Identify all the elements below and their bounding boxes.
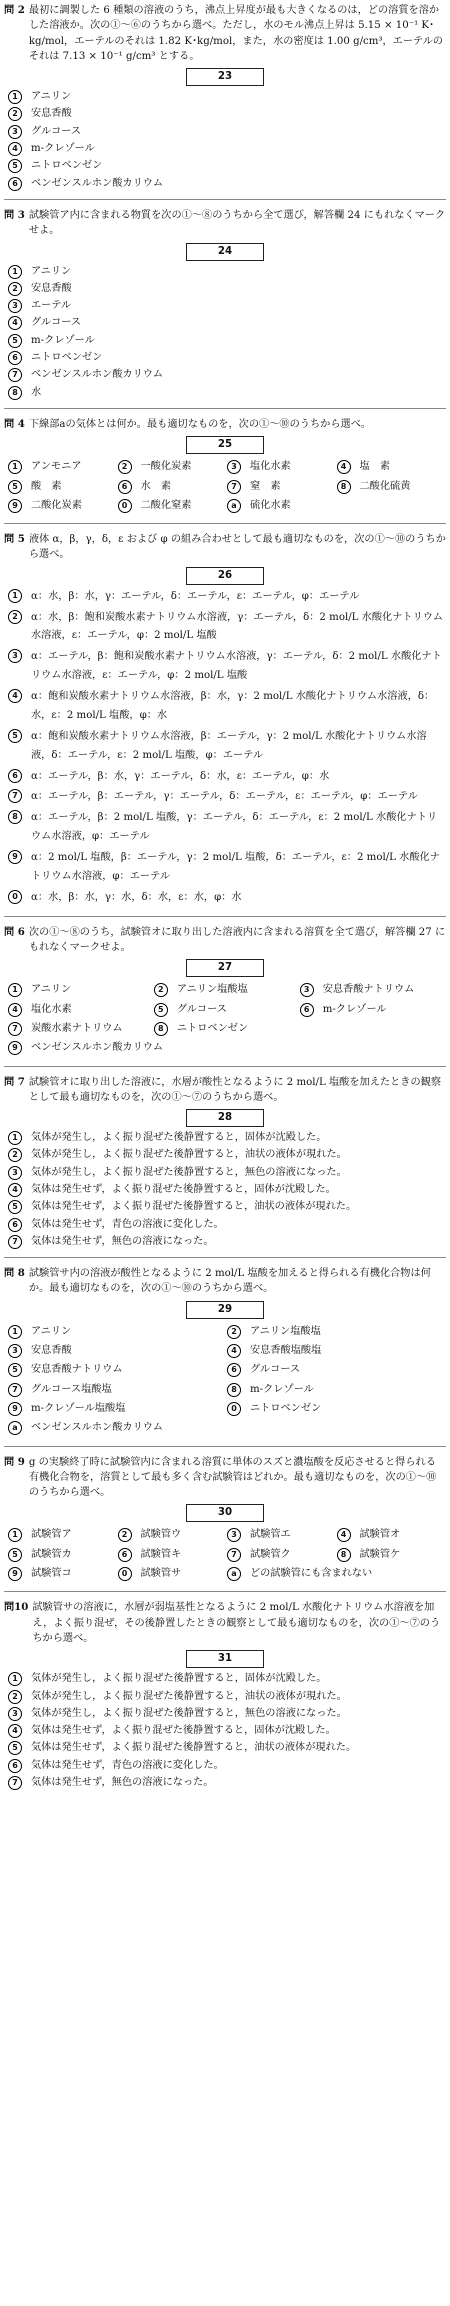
option-text: 試験管エ	[250, 1529, 291, 1541]
option-4[interactable]	[8, 1182, 446, 1197]
option-text: α：エーテル，β：エーテル，γ：エーテル，δ：エーテル，ε：エーテル，φ：エーテル	[31, 791, 418, 803]
option-10[interactable]	[8, 889, 446, 908]
option-text: 一酸化炭素	[140, 461, 192, 473]
number-circle-icon: 5	[8, 159, 22, 173]
option-list	[4, 588, 446, 908]
question-6	[4, 925, 446, 1058]
option-8[interactable]	[154, 1021, 300, 1036]
number-circle-icon: 6	[8, 351, 22, 365]
option-text: ベンゼンスルホン酸カリウム	[31, 369, 164, 381]
option-8[interactable]	[227, 1382, 446, 1397]
option-2[interactable]	[8, 281, 446, 296]
number-circle-icon: 3	[8, 1166, 22, 1180]
number-circle-icon: 4	[337, 1528, 351, 1542]
question-10	[4, 1600, 446, 1790]
option-text: 安息香酸	[31, 108, 72, 120]
option-text: アニリン	[31, 265, 72, 277]
number-circle-icon: 3	[227, 1528, 241, 1542]
option-text: グルコース	[31, 317, 82, 329]
number-circle-icon: 6	[8, 1759, 22, 1773]
question-number: 問 3	[4, 208, 25, 221]
option-list	[8, 1322, 446, 1438]
option-text: 水	[31, 386, 42, 398]
option-text: ニトロベンゼン	[250, 1402, 322, 1414]
option-text: 気体は発生せず，無色の溶液になった。	[31, 1777, 214, 1788]
option-text: アニリン	[31, 1325, 72, 1337]
option-1[interactable]	[8, 264, 446, 279]
number-circle-icon: 7	[8, 1022, 22, 1036]
number-circle-icon: 1	[8, 1672, 22, 1686]
number-circle-icon: 4	[227, 1344, 241, 1358]
number-circle-icon: 2	[8, 107, 22, 121]
option-text: 炭酸水素ナトリウム	[31, 1022, 123, 1034]
number-circle-icon: a	[227, 499, 241, 513]
option-text: m-クレゾール	[31, 334, 95, 346]
option-text: α：2 mol/L 塩酸，β：エーテル，γ：2 mol/L 塩酸，δ：エーテル，ε：2 mol/L 水酸化ナトリウム水溶液，φ：エーテル	[31, 852, 440, 882]
option-4[interactable]	[8, 688, 446, 726]
option-5[interactable]	[8, 1199, 446, 1214]
option-3[interactable]	[8, 124, 446, 139]
number-circle-icon: 2	[8, 282, 22, 296]
number-circle-icon: 2	[118, 1528, 132, 1542]
option-7[interactable]	[8, 1234, 446, 1249]
divider	[4, 523, 446, 524]
option-list	[4, 1130, 446, 1249]
divider	[4, 916, 446, 917]
option-2[interactable]	[8, 609, 446, 647]
number-circle-icon: 2	[227, 1325, 241, 1339]
number-circle-icon: 7	[8, 1776, 22, 1790]
option-text: α：エーテル，β：飽和炭酸水素ナトリウム水溶液，γ：エーテル，δ：2 mol/L 水酸化ナトリウム水溶液，ε：エーテル，φ：2 mol/L 塩酸	[31, 651, 442, 682]
option-2[interactable]	[8, 1147, 446, 1162]
option-7[interactable]	[227, 479, 337, 494]
option-text: グルコース	[176, 1003, 227, 1015]
option-text: 水 素	[140, 480, 172, 492]
option-3[interactable]	[300, 982, 446, 997]
number-circle-icon: 4	[337, 460, 351, 474]
option-3[interactable]	[8, 1343, 227, 1358]
number-circle-icon: 3	[300, 983, 314, 997]
option-text: 二酸化炭素	[31, 499, 82, 511]
option-4[interactable]	[227, 1343, 446, 1358]
option-list	[4, 89, 446, 191]
option-text: グルコース塩酸塩	[31, 1383, 112, 1395]
option-text: α：エーテル，β：2 mol/L 塩酸，γ：エーテル，δ：エーテル，ε：2 mol/L 水酸化ナトリウム水溶液，φ：エーテル	[31, 812, 438, 843]
option-text: 塩化水素	[250, 461, 291, 473]
option-3[interactable]	[8, 648, 446, 686]
option-text: 二酸化窒素	[140, 499, 192, 511]
number-circle-icon: 6	[8, 1218, 22, 1232]
number-circle-icon: 7	[8, 1235, 22, 1249]
option-7[interactable]	[8, 788, 446, 807]
option-list	[8, 457, 446, 515]
option-text: m-クレゾール	[31, 143, 95, 155]
option-9[interactable]	[8, 1401, 227, 1416]
option-text: α：水，β：水，γ：エーテル，δ：エーテル，ε：エーテル，φ：エーテル	[31, 590, 360, 602]
option-4[interactable]	[8, 315, 446, 330]
option-text: 気体は発生せず，よく振り混ぜた後静置すると，油状の液体が現れた。	[31, 1742, 357, 1754]
option-text: 安息香酸ナトリウム	[31, 1364, 123, 1376]
option-1[interactable]	[8, 1671, 446, 1686]
option-1[interactable]	[8, 1527, 118, 1542]
option-text: 気体は発生せず，よく振り混ぜた後静置すると，固体が沈殿した。	[31, 1725, 336, 1737]
option-text: 気体が発生し，よく振り混ぜた後静置すると，固体が沈殿した。	[31, 1132, 327, 1144]
number-circle-icon: 0	[118, 499, 132, 513]
question-text: 最初に調製した 6 種類の溶液のうち，沸点上昇度が最も大きくなるのは，どの溶質を溶かした溶液か。次の①～⑥のうちから選べ。ただし，水のモル沸点上昇は 5.15 × 10⁻¹ K･kg/mol，エーテルのそれは 1.82 K･kg/mol，また，水の密度は 1.00 g/cm³，エーテルのそれは 7.13 × 10⁻¹ g/cm³ とする。	[28, 5, 444, 62]
option-text: アニリン塩酸塩	[250, 1325, 321, 1337]
option-text: アニリン塩酸塩	[176, 984, 248, 996]
option-text: α：エーテル，β：水，γ：エーテル，δ：水，ε：エーテル，φ：水	[31, 770, 330, 782]
option-text: 安息香酸	[31, 1345, 72, 1357]
divider	[4, 1257, 446, 1258]
option-6[interactable]	[227, 1362, 446, 1377]
option-8[interactable]	[337, 1547, 447, 1562]
number-circle-icon: 8	[337, 1548, 351, 1562]
option-text: m-クレゾール	[250, 1383, 314, 1395]
option-text: m-クレゾール	[322, 1003, 387, 1015]
question-number: 問 7	[4, 1075, 25, 1088]
number-circle-icon: 3	[8, 649, 22, 663]
question-3	[4, 208, 446, 400]
number-circle-icon: 0	[227, 1402, 241, 1416]
question-2	[4, 3, 446, 191]
option-text: グルコース	[31, 125, 82, 137]
answer-box: 25	[186, 436, 264, 454]
option-1[interactable]	[8, 1130, 446, 1145]
option-2[interactable]	[118, 459, 228, 474]
question-text: 試験管オに取り出した溶液に，水層が酸性となるように 2 mol/L 塩酸を加えたときの観察として最も適切なものを，次の①～⑦のうちから選べ。	[28, 1076, 442, 1103]
option-6[interactable]	[8, 1758, 446, 1773]
number-circle-icon: 4	[8, 1724, 22, 1738]
answer-box: 24	[186, 243, 264, 261]
option-text: ベンゼンスルホン酸カリウム	[31, 1422, 164, 1434]
question-number: 問 6	[4, 925, 25, 938]
option-4[interactable]	[8, 141, 446, 156]
number-circle-icon: 7	[227, 480, 241, 494]
option-11[interactable]	[227, 1566, 446, 1581]
number-circle-icon: 4	[8, 1003, 22, 1017]
divider	[4, 1591, 446, 1592]
number-circle-icon: 1	[8, 1131, 22, 1145]
question-8	[4, 1266, 446, 1437]
number-circle-icon: 1	[8, 1325, 22, 1339]
option-text: アニリン	[31, 984, 72, 996]
number-circle-icon: 9	[8, 850, 22, 864]
option-5[interactable]	[8, 728, 446, 766]
number-circle-icon: 2	[118, 460, 132, 474]
number-circle-icon: 9	[8, 1567, 22, 1581]
option-1[interactable]	[8, 459, 118, 474]
question-9	[4, 1455, 446, 1584]
question-text: g の実験終了時に試験管内に含まれる溶質に単体のスズと濃塩酸を反応させると得られる有機化合物を，溶質として最も多く含む試験管はどれか。最も適切なものを，次の①～⑩のうちから選べ。	[28, 1456, 437, 1499]
question-7	[4, 1075, 446, 1250]
option-text: 酸 素	[31, 480, 62, 492]
option-2[interactable]	[8, 106, 446, 121]
number-circle-icon: 6	[8, 769, 22, 783]
option-1[interactable]	[8, 1324, 227, 1339]
question-number: 問 2	[4, 4, 25, 16]
number-circle-icon: 6	[300, 1003, 314, 1017]
option-text: 安息香酸塩酸塩	[250, 1345, 322, 1357]
number-circle-icon: 2	[8, 610, 22, 624]
option-text: 気体は発生せず，よく振り混ぜた後静置すると，油状の液体が現れた。	[31, 1201, 357, 1213]
option-text: ベンゼンスルホン酸カリウム	[31, 1042, 164, 1054]
option-text: 気体が発生し，よく振り混ぜた後静置すると，固体が沈殿した。	[31, 1673, 327, 1685]
option-text: 気体が発生し，よく振り混ぜた後静置すると，油状の液体が現れた。	[31, 1690, 347, 1702]
question-text: 液体 α，β，γ，δ，ε および φ の組み合わせとして最も適切なものを，次の①～⑩のうちから選べ。	[28, 534, 446, 561]
number-circle-icon: 4	[8, 1183, 22, 1197]
option-9[interactable]	[8, 498, 118, 513]
answer-box: 29	[186, 1301, 264, 1319]
option-5[interactable]	[154, 1002, 300, 1017]
answer-box: 30	[186, 1504, 264, 1522]
number-circle-icon: 9	[8, 1402, 22, 1416]
option-11[interactable]	[227, 498, 337, 513]
option-5[interactable]	[8, 479, 118, 494]
option-6[interactable]	[118, 1547, 228, 1562]
question-number: 問 9	[4, 1455, 25, 1468]
answer-box: 31	[186, 1650, 264, 1668]
option-5[interactable]	[8, 1362, 227, 1377]
number-circle-icon: 4	[8, 142, 22, 156]
number-circle-icon: 4	[8, 689, 22, 703]
number-circle-icon: 1	[8, 265, 22, 279]
number-circle-icon: 8	[8, 810, 22, 824]
question-number: 問 4	[4, 417, 25, 430]
number-circle-icon: 0	[8, 890, 22, 904]
number-circle-icon: 2	[154, 983, 168, 997]
option-6[interactable]	[8, 350, 446, 365]
option-10[interactable]	[118, 498, 228, 513]
option-9[interactable]	[8, 1040, 446, 1055]
option-6[interactable]	[300, 1002, 446, 1017]
option-text: 硫化水素	[250, 499, 291, 511]
option-1[interactable]	[8, 982, 154, 997]
divider	[4, 199, 446, 200]
option-text: ニトロベンゼン	[31, 160, 103, 172]
option-text: α：水，β：飽和炭酸水素ナトリウム水溶液，γ：エーテル，δ：2 mol/L 水酸化ナトリウム水溶液，ε：エーテル，φ：2 mol/L 塩酸	[31, 611, 444, 642]
number-circle-icon: 4	[8, 316, 22, 330]
option-8[interactable]	[8, 385, 446, 400]
question-text: 試験管サ内の溶液が酸性となるように 2 mol/L 塩酸を加えると得られる有機化合物は何か。最も適切なものを，次の①～⑩のうちから選べ。	[28, 1268, 431, 1295]
option-11[interactable]	[8, 1420, 446, 1435]
option-text: ベンゼンスルホン酸カリウム	[31, 177, 164, 189]
option-text: 二酸化硫黄	[359, 480, 411, 492]
number-circle-icon: 5	[8, 729, 22, 743]
option-text: α：水，β：水，γ：水，δ：水，ε：水，φ：水	[31, 891, 242, 903]
option-10[interactable]	[227, 1401, 446, 1416]
question-number: 問10	[4, 1601, 29, 1614]
number-circle-icon: 8	[154, 1022, 168, 1036]
divider	[4, 408, 446, 409]
number-circle-icon: 0	[118, 1567, 132, 1581]
option-7[interactable]	[8, 367, 446, 382]
option-text: 窒 素	[250, 480, 281, 492]
number-circle-icon: 7	[227, 1548, 241, 1562]
option-4[interactable]	[8, 1723, 446, 1738]
number-circle-icon: 6	[118, 1548, 132, 1562]
option-text: 試験管ア	[31, 1529, 72, 1541]
option-4[interactable]	[337, 459, 447, 474]
answer-box: 28	[186, 1109, 264, 1127]
option-text: 試験管カ	[31, 1548, 72, 1560]
number-circle-icon: 1	[8, 460, 22, 474]
number-circle-icon: 9	[8, 1041, 22, 1055]
number-circle-icon: 6	[8, 177, 22, 191]
option-text: 試験管サ	[140, 1568, 182, 1580]
option-2[interactable]	[8, 1689, 446, 1704]
option-text: 安息香酸ナトリウム	[322, 984, 415, 996]
question-text: 試験管ア内に含まれる物質を次の①～⑧のうちから全て選び，解答欄 24 にもれなくマークせよ。	[28, 209, 446, 237]
option-list	[4, 264, 446, 400]
option-text: 試験管ク	[250, 1548, 291, 1560]
number-circle-icon: 6	[227, 1363, 241, 1377]
option-text: 塩 素	[359, 461, 391, 473]
option-text: 塩化水素	[31, 1003, 72, 1015]
number-circle-icon: 8	[337, 480, 351, 494]
question-text: 下線部aの気体とは何か。最も適切なものを，次の①～⑩のうちから選べ。	[28, 418, 372, 430]
option-1[interactable]	[8, 588, 446, 607]
option-7[interactable]	[8, 1382, 227, 1397]
option-6[interactable]	[8, 1217, 446, 1232]
number-circle-icon: 5	[8, 1741, 22, 1755]
option-7[interactable]	[8, 1021, 154, 1036]
option-10[interactable]	[118, 1566, 228, 1581]
question-5	[4, 532, 446, 908]
number-circle-icon: 3	[227, 460, 241, 474]
option-text: ニトロベンゼン	[176, 1022, 249, 1034]
option-text: 試験管ケ	[359, 1548, 401, 1560]
option-text: α：飽和炭酸水素ナトリウム水溶液，β：エーテル，γ：2 mol/L 水酸化ナトリウム水溶液，δ：エーテル，ε：2 mol/L 塩酸，φ：エーテル	[31, 730, 427, 761]
option-3[interactable]	[227, 1527, 337, 1542]
option-text: 気体は発生せず，よく振り混ぜた後静置すると，固体が沈殿した。	[31, 1183, 336, 1195]
option-5[interactable]	[8, 158, 446, 173]
option-7[interactable]	[227, 1547, 337, 1562]
number-circle-icon: 5	[8, 480, 22, 494]
option-text: 気体が発生し，よく振り混ぜた後静置すると，無色の溶液になった。	[31, 1707, 347, 1719]
number-circle-icon: 7	[8, 368, 22, 382]
option-8[interactable]	[8, 809, 446, 847]
answer-box: 26	[186, 567, 264, 585]
option-text: 安息香酸	[31, 282, 72, 294]
question-number: 問 5	[4, 533, 25, 546]
option-text: 試験管ウ	[140, 1529, 182, 1541]
answer-box: 23	[186, 68, 264, 86]
number-circle-icon: 3	[8, 1344, 22, 1358]
option-text: ニトロベンゼン	[31, 352, 103, 364]
option-9[interactable]	[8, 1566, 118, 1581]
number-circle-icon: 7	[8, 789, 22, 803]
option-2[interactable]	[154, 982, 300, 997]
option-text: エーテル	[31, 300, 72, 312]
option-8[interactable]	[337, 479, 447, 494]
number-circle-icon: 3	[8, 1707, 22, 1721]
option-6[interactable]	[118, 479, 228, 494]
number-circle-icon: 6	[118, 480, 132, 494]
option-text: 気体が発生し，よく振り混ぜた後静置すると，油状の液体が現れた。	[31, 1149, 347, 1161]
option-4[interactable]	[8, 1002, 154, 1017]
option-text: 気体は発生せず，青色の溶液に変化した。	[31, 1759, 224, 1771]
number-circle-icon: 8	[8, 386, 22, 400]
number-circle-icon: 5	[8, 334, 22, 348]
option-3[interactable]	[227, 459, 337, 474]
option-text: 気体が発生し，よく振り混ぜた後静置すると，無色の溶液になった。	[31, 1166, 347, 1178]
number-circle-icon: a	[227, 1567, 241, 1581]
divider	[4, 1066, 446, 1067]
option-text: α：飽和炭酸水素ナトリウム水溶液，β：水，γ：2 mol/L 水酸化ナトリウム水溶液，δ：水，ε：2 mol/L 塩酸，φ：水	[31, 691, 435, 721]
divider	[4, 1446, 446, 1447]
option-3[interactable]	[8, 1706, 446, 1721]
number-circle-icon: 3	[8, 125, 22, 139]
option-5[interactable]	[8, 1547, 118, 1562]
option-6[interactable]	[8, 768, 446, 787]
option-text: アンモニア	[31, 461, 82, 473]
option-3[interactable]	[8, 298, 446, 313]
number-circle-icon: 2	[8, 1148, 22, 1162]
option-9[interactable]	[8, 849, 446, 887]
option-list	[8, 1525, 446, 1583]
option-5[interactable]	[8, 1740, 446, 1755]
option-text: 気体は発生せず，青色の溶液に変化した。	[31, 1218, 224, 1230]
option-list	[4, 1671, 446, 1790]
option-list	[8, 980, 446, 1057]
option-6[interactable]	[8, 176, 446, 191]
number-circle-icon: 5	[8, 1363, 22, 1377]
number-circle-icon: 8	[227, 1383, 241, 1397]
option-5[interactable]	[8, 333, 446, 348]
number-circle-icon: 1	[8, 1528, 22, 1542]
option-text: グルコース	[250, 1364, 301, 1376]
number-circle-icon: 9	[8, 499, 22, 513]
number-circle-icon: 5	[154, 1003, 168, 1017]
option-1[interactable]	[8, 89, 446, 104]
number-circle-icon: 1	[8, 983, 22, 997]
number-circle-icon: 5	[8, 1548, 22, 1562]
answer-box: 27	[186, 959, 264, 977]
number-circle-icon: 2	[8, 1690, 22, 1704]
option-text: アニリン	[31, 91, 72, 103]
option-text: 試験管オ	[359, 1529, 401, 1541]
option-text: 試験管キ	[140, 1548, 182, 1560]
option-text: m-クレゾール塩酸塩	[31, 1402, 126, 1414]
question-4	[4, 417, 446, 515]
number-circle-icon: 5	[8, 1200, 22, 1214]
question-text: 試験管サの溶液に，水層が弱塩基性となるように 2 mol/L 水酸化ナトリウム水溶液を加え，よく振り混ぜ，その後静置したときの観察として最も適切なものを，次の①～⑦のうちから選べ。	[32, 1602, 441, 1644]
number-circle-icon: 3	[8, 299, 22, 313]
option-2[interactable]	[118, 1527, 228, 1542]
option-text: どの試験管にも含まれない	[250, 1568, 373, 1580]
option-text: 試験管コ	[31, 1568, 72, 1580]
number-circle-icon: a	[8, 1421, 22, 1435]
question-text: 次の①～⑧のうち，試験管オに取り出した溶液内に含まれる溶質を全て選び，解答欄 27 にもれなくマークせよ。	[28, 926, 446, 954]
option-3[interactable]	[8, 1165, 446, 1180]
option-2[interactable]	[227, 1324, 446, 1339]
question-number: 問 8	[4, 1267, 25, 1280]
number-circle-icon: 1	[8, 90, 22, 104]
option-4[interactable]	[337, 1527, 447, 1542]
option-7[interactable]	[8, 1775, 446, 1790]
number-circle-icon: 1	[8, 589, 22, 603]
number-circle-icon: 7	[8, 1383, 22, 1397]
option-text: 気体は発生せず，無色の溶液になった。	[31, 1235, 214, 1247]
